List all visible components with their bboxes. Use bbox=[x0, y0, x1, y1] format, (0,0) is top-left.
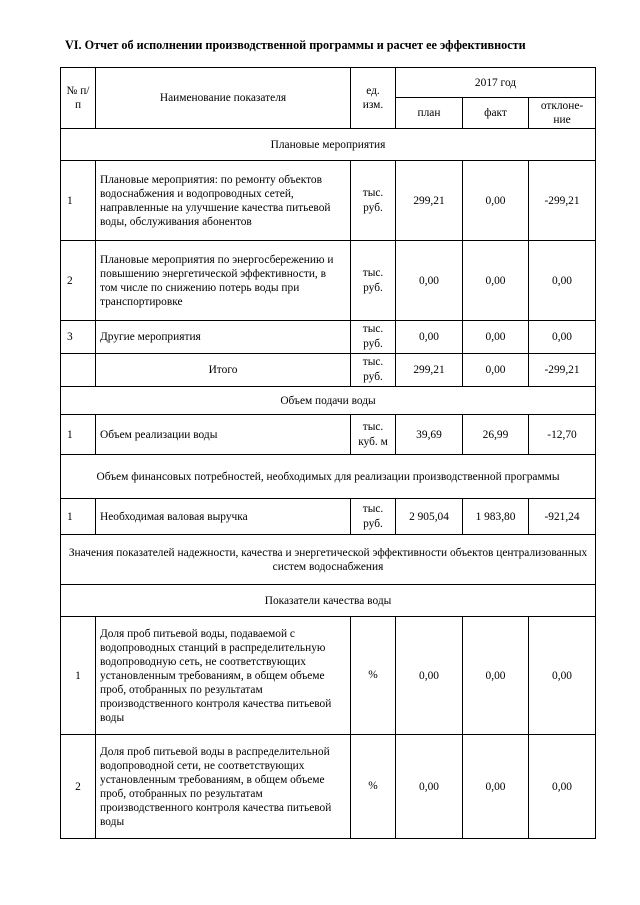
row-unit: тыс. руб. bbox=[351, 161, 396, 241]
row-num: 1 bbox=[61, 161, 96, 241]
header-name: Наименование показателя bbox=[96, 68, 351, 129]
section-row bbox=[61, 585, 596, 617]
total-num-cell bbox=[61, 354, 96, 387]
total-deviation: -299,21 bbox=[529, 354, 596, 387]
row-fact: 0,00 bbox=[463, 735, 529, 839]
section-row bbox=[61, 129, 596, 161]
table-row bbox=[61, 499, 596, 535]
row-name: Доля проб питьевой воды в распределительной водопроводной сети, не соответствующих установленным требованиям, в общем объеме проб, отобранных по результатам производственного контроля качества питьевой воды bbox=[96, 735, 351, 839]
table-row bbox=[61, 415, 596, 455]
section-row bbox=[61, 455, 596, 499]
section-row bbox=[61, 387, 596, 415]
row-deviation: -12,70 bbox=[529, 415, 596, 455]
row-fact: 1 983,80 bbox=[463, 499, 529, 535]
section-planned: Плановые мероприятия bbox=[61, 129, 596, 161]
row-num: 1 bbox=[61, 415, 96, 455]
row-name: Объем реализации воды bbox=[96, 415, 351, 455]
row-fact: 0,00 bbox=[463, 617, 529, 735]
section-indicators: Значения показателей надежности, качества и энергетической эффективности объектов централизованных систем водоснабжения bbox=[61, 535, 596, 585]
section-supply: Объем подачи воды bbox=[61, 387, 596, 415]
row-deviation: 0,00 bbox=[529, 321, 596, 354]
row-deviation: 0,00 bbox=[529, 241, 596, 321]
row-deviation: 0,00 bbox=[529, 735, 596, 839]
row-plan: 0,00 bbox=[396, 735, 463, 839]
row-unit: тыс. куб. м bbox=[351, 415, 396, 455]
row-name: Доля проб питьевой воды, подаваемой с водопроводных станций в распределительную водопроводную сеть, не соответствующих установленным требованиям, в общем объеме проб, отобранных по результатам производственного контроля качества питьевой воды bbox=[96, 617, 351, 735]
program-report-table bbox=[60, 67, 596, 839]
row-fact: 0,00 bbox=[463, 161, 529, 241]
header-plan: план bbox=[396, 98, 463, 129]
table-row bbox=[61, 735, 596, 839]
total-fact: 0,00 bbox=[463, 354, 529, 387]
table-row bbox=[61, 617, 596, 735]
row-fact: 0,00 bbox=[463, 241, 529, 321]
row-plan: 0,00 bbox=[396, 617, 463, 735]
row-name: Необходимая валовая выручка bbox=[96, 499, 351, 535]
row-num: 1 bbox=[61, 499, 96, 535]
row-num: 2 bbox=[61, 241, 96, 321]
row-unit: тыс. руб. bbox=[351, 241, 396, 321]
table-row bbox=[61, 241, 596, 321]
table-row bbox=[61, 321, 596, 354]
row-deviation: -921,24 bbox=[529, 499, 596, 535]
row-num: 3 bbox=[61, 321, 96, 354]
table-header-row bbox=[61, 68, 596, 98]
table-row bbox=[61, 161, 596, 241]
row-plan: 299,21 bbox=[396, 161, 463, 241]
row-unit: % bbox=[351, 617, 396, 735]
row-plan: 2 905,04 bbox=[396, 499, 463, 535]
row-num: 2 bbox=[61, 735, 96, 839]
row-plan: 39,69 bbox=[396, 415, 463, 455]
row-deviation: 0,00 bbox=[529, 617, 596, 735]
page-title: VI. Отчет об исполнении производственной программы и расчет ее эффективности bbox=[65, 38, 526, 52]
row-unit: тыс. руб. bbox=[351, 499, 396, 535]
total-name: Итого bbox=[96, 354, 351, 387]
section-finance: Объем финансовых потребностей, необходимых для реализации производственной программы bbox=[61, 455, 596, 499]
section-row bbox=[61, 535, 596, 585]
row-plan: 0,00 bbox=[396, 241, 463, 321]
header-unit: ед. изм. bbox=[351, 68, 396, 129]
header-deviation: отклоне-ние bbox=[529, 98, 596, 129]
total-row bbox=[61, 354, 596, 387]
row-unit: % bbox=[351, 735, 396, 839]
header-num: № п/п bbox=[61, 68, 96, 129]
row-unit: тыс. руб. bbox=[351, 321, 396, 354]
total-plan: 299,21 bbox=[396, 354, 463, 387]
row-name: Другие мероприятия bbox=[96, 321, 351, 354]
header-year: 2017 год bbox=[396, 68, 596, 98]
row-num: 1 bbox=[61, 617, 96, 735]
row-name: Плановые мероприятия: по ремонту объектов водоснабжения и водопроводных сетей, направленные на улучшение качества питьевой воды, обслуживания абонентов bbox=[96, 161, 351, 241]
row-fact: 26,99 bbox=[463, 415, 529, 455]
row-deviation: -299,21 bbox=[529, 161, 596, 241]
total-unit: тыс. руб. bbox=[351, 354, 396, 387]
row-plan: 0,00 bbox=[396, 321, 463, 354]
section-quality: Показатели качества воды bbox=[61, 585, 596, 617]
row-name: Плановые мероприятия по энергосбережению и повышению энергетической эффективности, в том числе по снижению потерь воды при транспортировке bbox=[96, 241, 351, 321]
header-fact: факт bbox=[463, 98, 529, 129]
row-fact: 0,00 bbox=[463, 321, 529, 354]
